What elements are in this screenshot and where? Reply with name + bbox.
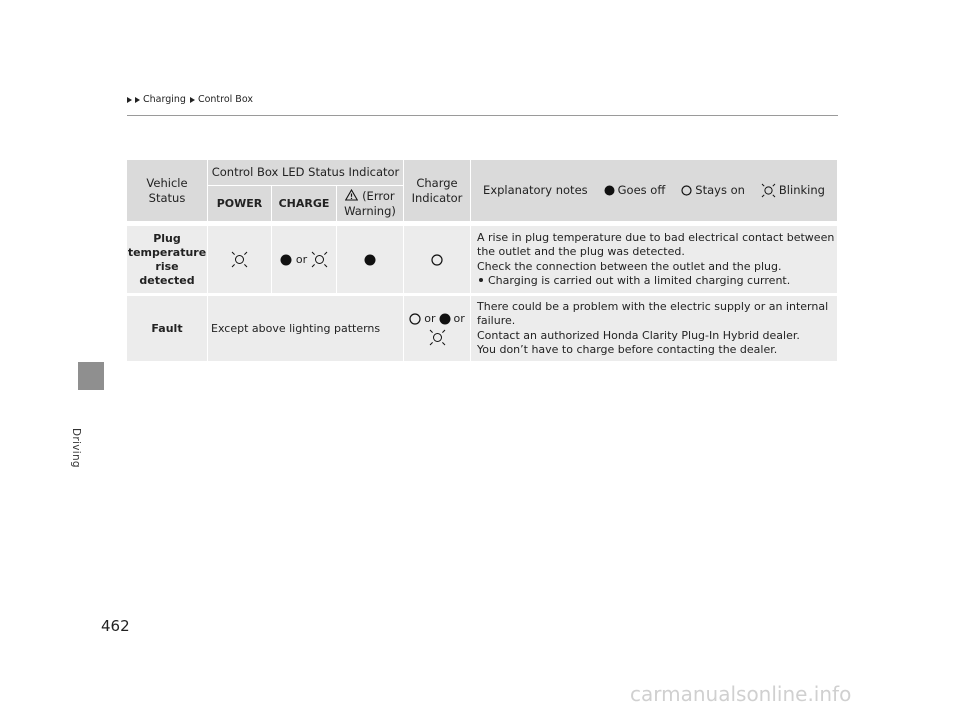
- row1-charge-indicator-cell: [404, 226, 470, 293]
- open-circle-icon: [409, 313, 421, 325]
- or-label: or: [453, 311, 465, 325]
- or-label: or: [295, 252, 308, 266]
- open-circle-icon: [681, 185, 692, 196]
- error-warning-label: [337, 189, 403, 219]
- row-status-fault: [127, 296, 207, 361]
- open-circle-icon: [431, 254, 443, 266]
- note-line: There could be a problem with the electric supply or an internal failure.: [477, 299, 829, 327]
- row1-charge-cell: [272, 226, 336, 293]
- blinking-circle-icon: [231, 251, 248, 268]
- legend-blinking: [761, 183, 825, 198]
- charge-options: [280, 251, 328, 268]
- header-divider: [127, 115, 838, 116]
- note-line: A rise in plug temperature due to bad electrical contact between the outlet and the plug was detected.: [477, 230, 835, 258]
- notes-text: [477, 300, 837, 358]
- legend-goes-off: [604, 183, 666, 198]
- options-line: [409, 329, 465, 346]
- row1-error-cell: [337, 226, 403, 293]
- row-status-plug-temp: [127, 226, 207, 293]
- header-charge: [272, 186, 336, 221]
- filled-circle-icon: [280, 254, 292, 266]
- header-control-box-led: [208, 160, 403, 185]
- note-bullet-text: Charging is carried out with a limited charging current.: [488, 274, 791, 287]
- note-bullet-item: [477, 274, 837, 289]
- legend-label: Goes off: [617, 183, 666, 197]
- filled-circle-icon: [439, 313, 451, 325]
- bullet-icon: [479, 278, 483, 282]
- header-charge-indicator: [404, 160, 470, 221]
- header-error-warning: [337, 186, 403, 221]
- filled-circle-icon: [364, 254, 376, 266]
- header-vehicle-status: [127, 160, 207, 221]
- note-line: Contact an authorized Honda Clarity Plug-In Hybrid dealer.: [477, 328, 800, 342]
- legend: [483, 183, 825, 198]
- header-label: Control Box LED Status Indicator: [211, 165, 400, 179]
- header-label: Vehicle Status: [146, 175, 188, 205]
- header-power: [208, 186, 271, 221]
- header-label: Charge Indicator: [411, 175, 463, 205]
- filled-circle-icon: [604, 185, 615, 196]
- arrow-icon: [190, 97, 195, 103]
- blinking-circle-icon: [761, 183, 776, 198]
- chapter-label: Driving: [70, 428, 82, 468]
- notes-text: [477, 231, 837, 289]
- note-line: Check the connection between the outlet and the plug.: [477, 259, 782, 273]
- or-label: or: [424, 311, 436, 325]
- arrow-icon: [127, 97, 132, 103]
- breadcrumb: [127, 94, 253, 105]
- chapter-tab[interactable]: [78, 362, 104, 390]
- header-label: POWER: [216, 197, 263, 210]
- legend-stays-on: [681, 183, 745, 198]
- blinking-circle-icon: [311, 251, 328, 268]
- header-label: Explanatory notes: [483, 183, 588, 197]
- row1-power-cell: [208, 226, 271, 293]
- breadcrumb-item[interactable]: Control Box: [197, 94, 253, 105]
- header-label: (Error Warning): [344, 188, 396, 218]
- breadcrumb-item[interactable]: Charging: [143, 94, 186, 105]
- blinking-circle-icon: [429, 329, 446, 346]
- row2-notes-cell: [471, 296, 837, 361]
- header-label: CHARGE: [278, 197, 330, 210]
- row1-notes-cell: [471, 226, 837, 293]
- row2-patterns-cell: [208, 296, 403, 361]
- row2-charge-indicator-cell: [404, 296, 470, 361]
- charge-indicator-options: [409, 312, 465, 346]
- status-label: Plug temperature rise detected: [127, 231, 207, 287]
- legend-label: Stays on: [695, 183, 745, 197]
- legend-label: Blinking: [778, 183, 825, 197]
- warning-triangle-icon: [345, 189, 358, 201]
- options-line: [409, 312, 465, 326]
- patterns-label: Except above lighting patterns: [211, 321, 381, 335]
- note-line: You don’t have to charge before contacting the dealer.: [477, 343, 778, 356]
- watermark: carmanualsonline.info: [630, 682, 852, 706]
- arrow-icon: [135, 97, 140, 103]
- status-label: Fault: [151, 321, 183, 335]
- header-explanatory-notes: [471, 160, 837, 221]
- page-number: 462: [101, 617, 130, 635]
